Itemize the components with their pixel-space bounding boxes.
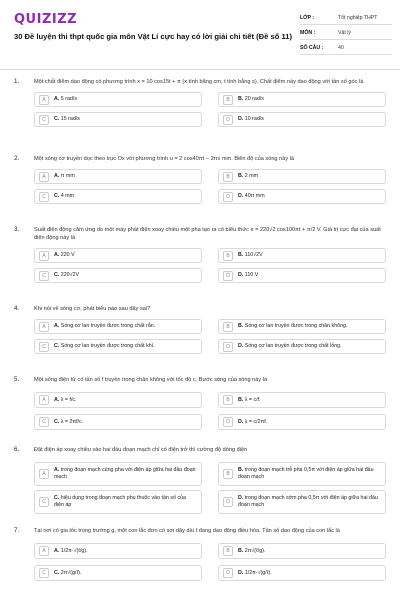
option-c[interactable] (34, 112, 202, 127)
question-number: 6. (14, 446, 20, 453)
option-d[interactable] (218, 189, 386, 204)
option-letter-badge: D (223, 271, 233, 281)
option-text: π mm (59, 173, 75, 179)
option-text: 1/2π·√(g/ℓ). (243, 569, 272, 576)
option-text: 1/2π·√(ℓ/g). (59, 547, 88, 554)
option-text: Sóng cơ lan truyền được trong chất rắn. (59, 323, 156, 329)
option-a[interactable] (34, 319, 202, 334)
question-text: Tại nơi có gia tốc trọng trường g, một con lắc đơn có sợi dây dài ℓ đang dao động điều hòa. Tần số dao động của con lắc là (34, 528, 340, 534)
option-d[interactable] (218, 565, 386, 581)
option-letter-badge: C (39, 417, 49, 427)
option-a[interactable] (34, 169, 202, 184)
option-text: λ = c/2πf. (243, 418, 268, 425)
option-letter-badge: B (223, 322, 233, 332)
option-text: Sóng cơ lan truyền được trong chân không. (243, 323, 348, 329)
option-letter-badge: A (39, 546, 49, 556)
option-d[interactable] (218, 112, 386, 127)
option-text: Sóng cơ lan truyền được trong chất lỏng. (243, 343, 342, 349)
option-text: 2π√(g/ℓ). (59, 569, 82, 576)
option-text: 110 V (243, 272, 259, 278)
question-6 (14, 446, 390, 516)
option-letter-badge: B (223, 395, 233, 405)
option-letter-badge: C (39, 497, 49, 507)
option-text: 110√2V (243, 252, 263, 258)
question-number: 7. (14, 527, 20, 534)
option-b[interactable] (218, 462, 386, 486)
option-a[interactable] (34, 543, 202, 559)
option-text: λ = c/f. (243, 396, 261, 403)
option-b[interactable] (218, 392, 386, 408)
question-number: 4. (14, 305, 20, 312)
meta-key: MÔN : (300, 30, 316, 36)
option-label: B. (238, 547, 244, 554)
option-label: D. (238, 272, 244, 278)
option-letter-badge: B (223, 546, 233, 556)
meta-value: 40 (338, 45, 344, 51)
question-2 (14, 155, 390, 205)
option-text: 15 rad/s (59, 116, 80, 122)
option-letter-badge: A (39, 322, 49, 332)
option-b[interactable] (218, 92, 386, 107)
option-b[interactable] (218, 248, 386, 263)
question-text: Suất điện động cảm ứng do một máy phát điện xoay chiều một pha tạo ra có biểu thức e = 220√2 cos100πt + π/2 V. Giá trị cực đại của suất điện động này là (34, 227, 381, 241)
option-label: D. (238, 116, 244, 122)
meta-key: LỚP : (300, 15, 315, 21)
option-label: C. (54, 272, 60, 278)
option-c[interactable] (34, 268, 202, 283)
question-number: 2. (14, 155, 20, 162)
question-text: Đặt điện áp xoay chiều vào hai đầu đoạn mạch chỉ có điện trở thì cường độ dòng điện (34, 447, 248, 453)
question-4 (14, 305, 390, 355)
option-text: 10 rad/s (243, 116, 264, 122)
meta-key: SỐ CÂU : (300, 45, 324, 51)
option-text: 220√2V (59, 272, 80, 278)
option-text: trong đoạn mạch cùng pha với điện áp giữa hai đầu đoạn mạch (54, 467, 196, 480)
option-label: C. (54, 116, 60, 122)
option-a[interactable] (34, 392, 202, 408)
option-letter-badge: C (39, 568, 49, 578)
answer-options (34, 460, 386, 516)
question-1 (14, 78, 390, 128)
option-text: trong đoạn mạch sớm pha 0,5π với điện áp giữa hai đầu đoạn mạch (238, 495, 378, 508)
meta-value: Vật lý (338, 30, 351, 36)
option-letter-badge: D (223, 115, 233, 125)
option-label: B. (238, 323, 244, 329)
option-c[interactable] (34, 565, 202, 581)
option-label: B. (238, 96, 244, 102)
option-text: 2 mm (243, 173, 259, 179)
option-text: hiệu dụng trong đoạn mạch phụ thuộc vào tần số của điện áp (54, 495, 186, 508)
option-label: C. (54, 418, 60, 425)
option-c[interactable] (34, 414, 202, 430)
option-letter-badge: A (39, 251, 49, 261)
option-letter-badge: A (39, 95, 49, 105)
option-text: 4 mm (59, 193, 75, 199)
question-5 (14, 376, 390, 430)
option-letter-badge: D (223, 497, 233, 507)
option-letter-badge: A (39, 469, 49, 479)
option-letter-badge: D (223, 568, 233, 578)
option-letter-badge: B (223, 172, 233, 182)
answer-options (34, 169, 386, 205)
option-d[interactable] (218, 414, 386, 430)
option-label: A. (54, 396, 60, 403)
answer-options (34, 92, 386, 128)
option-c[interactable] (34, 490, 202, 514)
option-text: λ = f/c. (59, 396, 77, 403)
question-3 (14, 226, 390, 284)
option-label: B. (238, 467, 244, 473)
option-c[interactable] (34, 339, 202, 354)
option-label: B. (238, 173, 244, 179)
option-letter-badge: C (39, 271, 49, 281)
option-a[interactable] (34, 92, 202, 107)
question-text: Một sóng điện từ có tần số f truyền trong chân không với tốc độ c. Bước sóng của sóng này là (34, 377, 268, 383)
option-text: trong đoạn mạch trễ pha 0,5π với điện áp giữa hai đầu đoạn mạch (238, 467, 374, 480)
answer-options (34, 319, 386, 355)
option-label: C. (54, 569, 60, 576)
answer-options (34, 248, 386, 284)
option-text: 5 rad/s (59, 96, 77, 102)
option-d[interactable] (218, 490, 386, 514)
quizizz-logo: QUIZIZZ (14, 12, 78, 27)
page-title: 30 Đề luyện thi thpt quốc gia môn Vật Lí cực hay có lời giải chi tiết (Đề số 11) (14, 32, 292, 41)
option-letter-badge: B (223, 469, 233, 479)
option-letter-badge: B (223, 251, 233, 261)
option-label: D. (238, 495, 244, 501)
option-label: A. (54, 323, 60, 329)
option-text: Sóng cơ lan truyền được trong chất khí. (59, 343, 155, 349)
meta-value: Tốt nghiệp THPT (338, 15, 378, 21)
option-label: A. (54, 467, 60, 473)
question-7 (14, 527, 390, 583)
meta-panel (300, 12, 392, 57)
option-letter-badge: C (39, 115, 49, 125)
option-label: D. (238, 193, 244, 199)
option-letter-badge: C (39, 192, 49, 202)
option-a[interactable] (34, 462, 202, 486)
option-d[interactable] (218, 268, 386, 283)
option-text: 2π√(ℓ/g). (243, 547, 266, 554)
question-number: 5. (14, 376, 20, 383)
option-label: A. (54, 547, 60, 554)
option-label: D. (238, 343, 244, 349)
option-letter-badge: B (223, 95, 233, 105)
option-b[interactable] (218, 169, 386, 184)
option-label: D. (238, 569, 244, 576)
option-letter-badge: A (39, 395, 49, 405)
option-label: D. (238, 418, 244, 425)
option-text: 40π mm (243, 193, 265, 199)
answer-options (34, 390, 386, 430)
meta-row-subject (300, 27, 392, 40)
option-b[interactable] (218, 543, 386, 559)
option-d[interactable] (218, 339, 386, 354)
option-text: 20 rad/s (243, 96, 264, 102)
question-text: Một chất điểm dao động có phương trình x = 10 cos15t + π (x tính bằng cm, t tính bằng s). Chất điểm này dao động với tần số góc là (34, 79, 364, 85)
option-label: C. (54, 343, 60, 349)
option-text: 220 V (59, 252, 75, 258)
option-letter-badge: C (39, 342, 49, 352)
option-label: A. (54, 173, 60, 179)
option-label: C. (54, 495, 60, 501)
answer-options (34, 541, 386, 583)
option-label: A. (54, 252, 60, 258)
option-label: A. (54, 96, 60, 102)
option-text: λ = 2πf/c. (59, 418, 84, 425)
option-letter-badge: D (223, 417, 233, 427)
option-a[interactable] (34, 248, 202, 263)
option-label: B. (238, 396, 244, 403)
option-c[interactable] (34, 189, 202, 204)
question-number: 3. (14, 226, 20, 233)
option-letter-badge: D (223, 192, 233, 202)
option-b[interactable] (218, 319, 386, 334)
question-text: Một sóng cơ truyền dọc theo trục Ox với phương trình u = 2 cos40πt − 2πx mm. Biên độ của sóng này là (34, 156, 295, 162)
option-letter-badge: A (39, 172, 49, 182)
worksheet-header (0, 0, 400, 70)
question-text: Khi nói về sóng cơ, phát biểu nào sau đây sai? (34, 306, 151, 312)
meta-row-count (300, 42, 392, 55)
option-label: C. (54, 193, 60, 199)
meta-row-class (300, 12, 392, 25)
option-letter-badge: D (223, 342, 233, 352)
option-label: B. (238, 252, 244, 258)
question-number: 1. (14, 78, 20, 85)
